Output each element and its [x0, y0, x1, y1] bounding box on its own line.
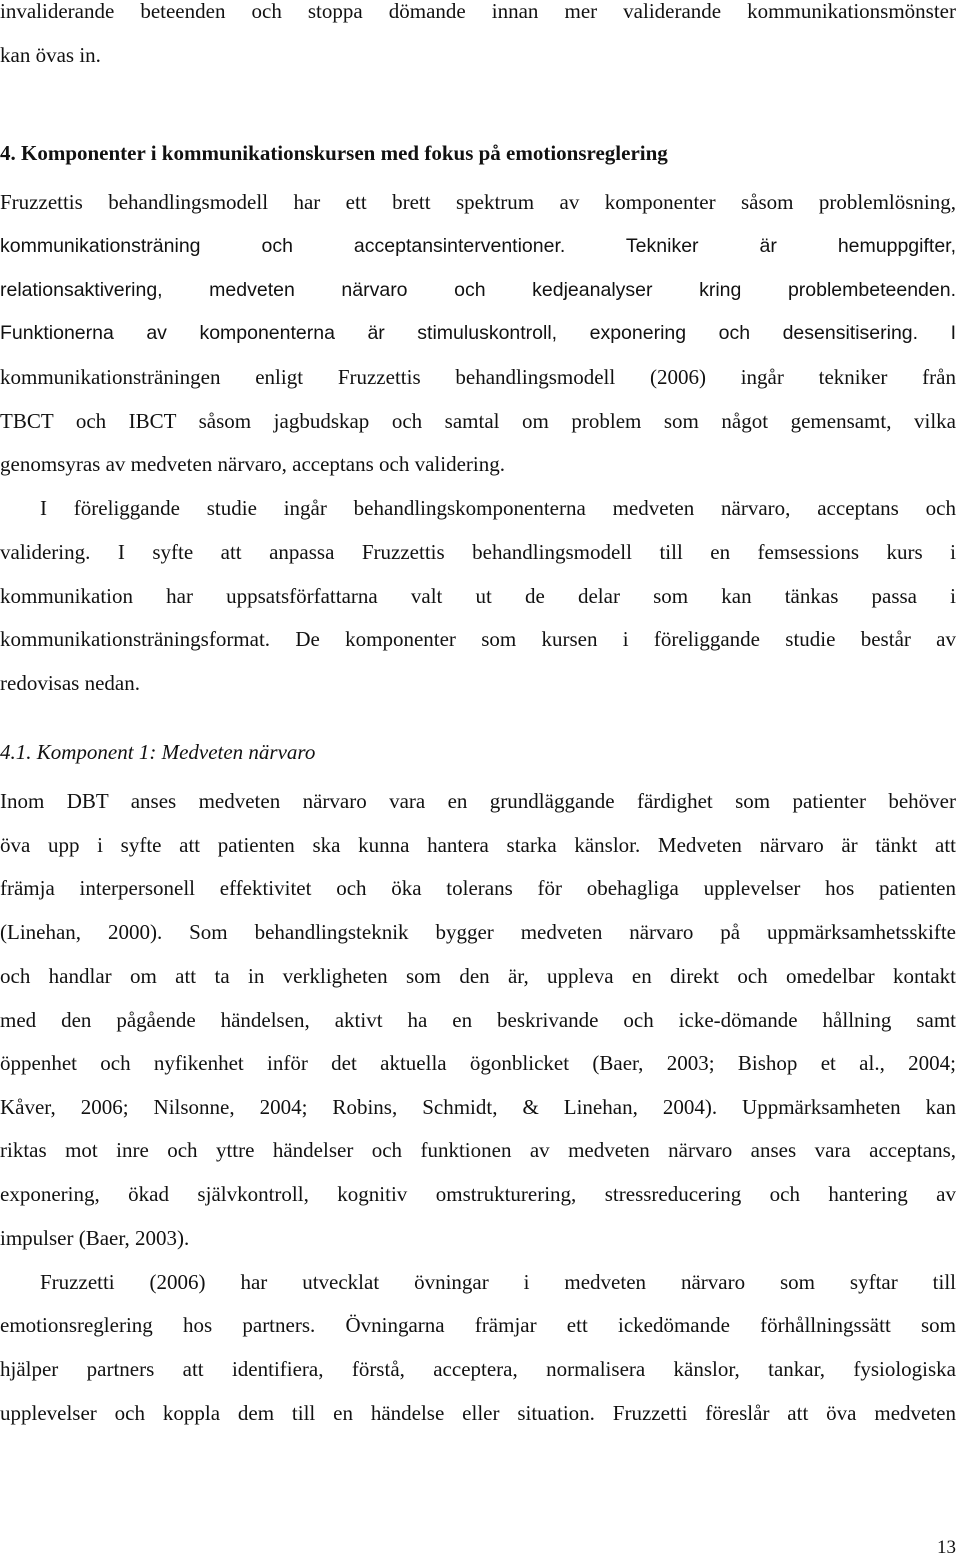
page-number: 13: [937, 1537, 956, 1558]
section41-p1-line-6: med den pågående händelsen, aktivt ha en beskrivande och icke-dömande hållning samt: [0, 1008, 956, 1032]
section41-p2-line-2: emotionsreglering hos partners. Övningarna främjar ett ickedömande förhållningssätt som: [0, 1313, 956, 1337]
section4-p1-line-6: TBCT och IBCT såsom jagbudskap och samtal om problem som något gemensamt, vilka: [0, 409, 956, 433]
section4-p1-line-1: Fruzzettis behandlingsmodell har ett brett spektrum av komponenter såsom problemlösning,: [0, 190, 956, 214]
section4-p1-line-4: Funktionerna av komponenterna är stimuluskontroll, exponering och desensitisering. I: [0, 322, 956, 344]
section41-p1-line-10: exponering, ökad självkontroll, kognitiv omstrukturering, stressreducering och hantering av: [0, 1182, 956, 1206]
section4-p2-line-3: kommunikation har uppsatsförfattarna valt ut de delar som kan tänkas passa i: [0, 584, 956, 608]
intro-line-2: kan övas in.: [0, 43, 101, 67]
intro-line-1: invaliderande beteenden och stoppa dömande innan mer validerande kommunikationsmönster: [0, 0, 956, 23]
section4-p2-line-4: kommunikationsträningsformat. De komponenter som kursen i föreliggande studie består av: [0, 627, 956, 651]
section4-p2-line-1: I föreliggande studie ingår behandlingskomponenterna medveten närvaro, acceptans och: [40, 496, 956, 520]
section41-p1-line-3: främja interpersonell effektivitet och öka tolerans för obehagliga upplevelser hos patienten: [0, 876, 956, 900]
section41-p1-line-8: Kåver, 2006; Nilsonne, 2004; Robins, Schmidt, & Linehan, 2004). Uppmärksamheten kan: [0, 1095, 956, 1119]
section41-p1-line-5: och handlar om att ta in verkligheten som den är, uppleva en direkt och omedelbar kontakt: [0, 964, 956, 988]
section41-p2-line-4: upplevelser och koppla dem till en händelse eller situation. Fruzzetti föreslår att öva medveten: [0, 1401, 956, 1425]
section41-p1-line-11: impulser (Baer, 2003).: [0, 1226, 190, 1250]
section41-p1-line-7: öppenhet och nyfikenhet inför det aktuella ögonblicket (Baer, 2003; Bishop et al., 2004;: [0, 1051, 956, 1075]
section4-p1-line-3: relationsaktivering, medveten närvaro och kedjeanalyser kring problembeteenden.: [0, 279, 956, 301]
section4-p2-line-2: validering. I syfte att anpassa Fruzzettis behandlingsmodell till en femsessions kurs i: [0, 540, 956, 564]
section4-p1-line-2: kommunikationsträning och acceptansinterventioner. Tekniker är hemuppgifter,: [0, 235, 956, 257]
section41-p1-line-1: Inom DBT anses medveten närvaro vara en grundläggande färdighet som patienter behöver: [0, 789, 956, 813]
section41-p1-line-9: riktas mot inre och yttre händelser och funktionen av medveten närvaro anses vara acceptans,: [0, 1138, 956, 1162]
section41-p1-line-4: (Linehan, 2000). Som behandlingsteknik bygger medveten närvaro på uppmärksamhetsskifte: [0, 920, 956, 944]
section41-p2-line-3: hjälper partners att identifiera, förstå, acceptera, normalisera känslor, tankar, fysiologiska: [0, 1357, 956, 1381]
section41-p2-line-1: Fruzzetti (2006) har utvecklat övningar i medveten närvaro som syftar till: [40, 1270, 956, 1294]
section41-p1-line-2: öva upp i syfte att patienten ska kunna hantera starka känslor. Medveten närvaro är tänkt att: [0, 833, 956, 857]
subsection-heading: 4.1. Komponent 1: Medveten närvaro: [0, 740, 316, 764]
section4-p2-line-5: redovisas nedan.: [0, 671, 140, 695]
section4-p1-line-7: genomsyras av medveten närvaro, acceptans och validering.: [0, 452, 505, 476]
section4-p1-line-5: kommunikationsträningen enligt Fruzzettis behandlingsmodell (2006) ingår tekniker från: [0, 365, 956, 389]
section-heading: 4. Komponenter i kommunikationskursen med fokus på emotionsreglering: [0, 141, 668, 165]
